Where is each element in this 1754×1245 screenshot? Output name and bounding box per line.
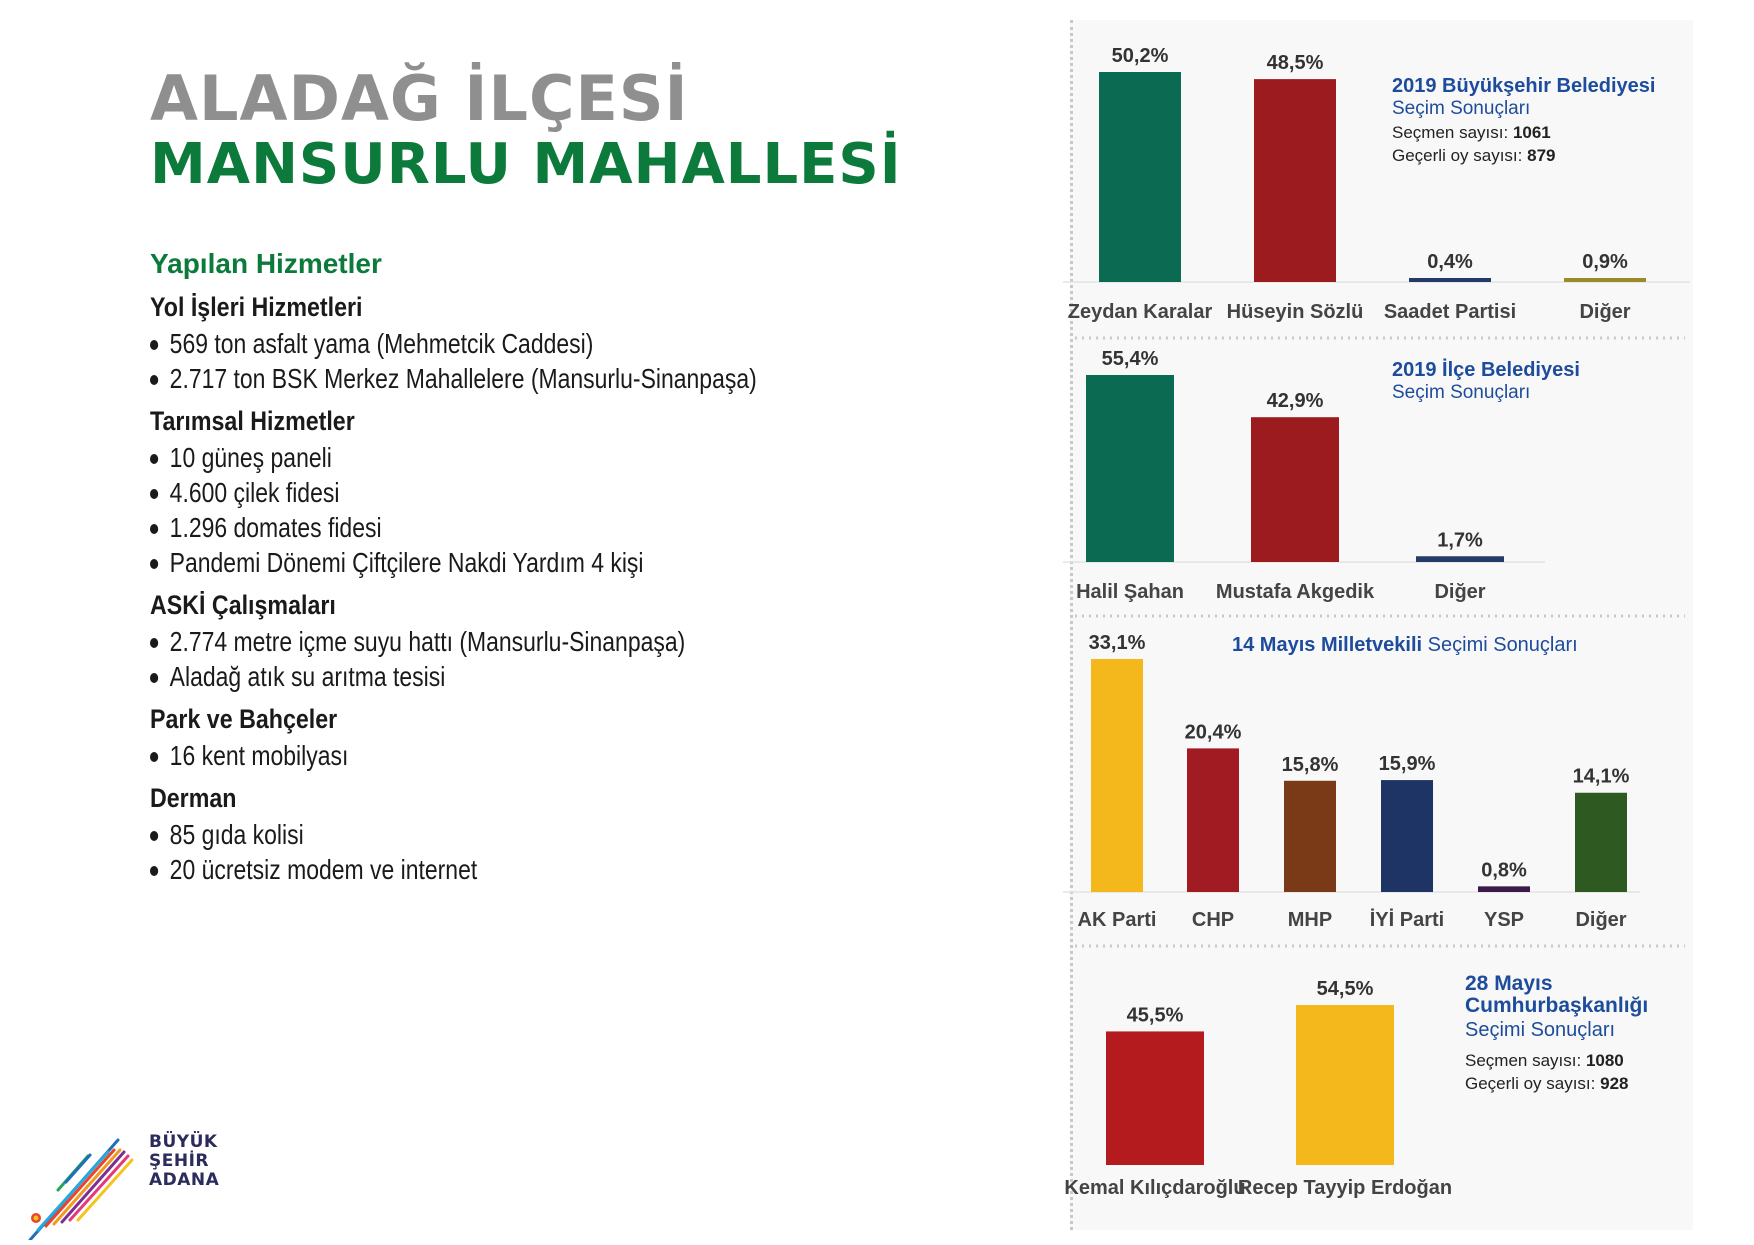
category-label: Diğer bbox=[1434, 581, 1486, 603]
stat-label: Geçerli oy sayısı: bbox=[1465, 1074, 1601, 1093]
bar bbox=[1381, 780, 1433, 892]
service-group-title: Yol İşleri Hizmetleri bbox=[150, 292, 363, 322]
bar-value-label: 14,1% bbox=[1572, 765, 1630, 788]
category-label: Hüseyin Sözlü bbox=[1226, 301, 1364, 323]
chart-stat bbox=[1392, 146, 1555, 165]
stat-label: Geçerli oy sayısı: bbox=[1392, 146, 1528, 165]
bar-value-label: 55,4% bbox=[1101, 348, 1159, 370]
bar bbox=[1284, 781, 1336, 892]
bar bbox=[1416, 556, 1504, 562]
service-item: 4.600 çilek fidesi bbox=[150, 475, 790, 510]
bar bbox=[1086, 375, 1174, 562]
bar-value-label: 33,1% bbox=[1088, 632, 1146, 654]
service-item: 2.774 metre içme suyu hattı (Mansurlu-Sinanpaşa) bbox=[150, 624, 790, 659]
category-label: Mustafa Akgedik bbox=[1215, 581, 1375, 603]
chart-stat bbox=[1465, 1074, 1628, 1093]
bar-value-label: 1,7% bbox=[1437, 529, 1483, 552]
chart-title-line: 28 Mayıs bbox=[1465, 972, 1553, 995]
category-label: MHP bbox=[1287, 909, 1333, 931]
chart-title-line: Cumhurbaşkanlığı bbox=[1465, 994, 1649, 1017]
bar-value-label: 45,5% bbox=[1126, 1004, 1184, 1027]
service-item: 20 ücretsiz modem ve internet bbox=[150, 852, 790, 887]
bar-value-label: 48,5% bbox=[1266, 52, 1324, 75]
bar bbox=[1575, 793, 1627, 892]
stat-label: Seçmen sayısı: bbox=[1465, 1051, 1586, 1070]
stat-value: 1080 bbox=[1585, 1051, 1624, 1070]
bar-value-label: 15,8% bbox=[1281, 753, 1339, 776]
stat-value: 879 bbox=[1527, 146, 1556, 165]
category-label: Diğer bbox=[1575, 909, 1627, 931]
bar bbox=[1251, 417, 1339, 562]
service-group-title: Derman bbox=[150, 783, 237, 813]
bar-value-label: 20,4% bbox=[1184, 721, 1242, 744]
chart-title: 2019 İlçe Belediyesi bbox=[1392, 359, 1580, 381]
neighborhood-title: MANSURLU MAHALLESİ bbox=[150, 132, 902, 197]
stat-value: 928 bbox=[1600, 1074, 1629, 1093]
bar-value-label: 0,9% bbox=[1582, 251, 1628, 273]
service-item: Aladağ atık su arıtma tesisi bbox=[150, 659, 790, 694]
service-group-title: Tarımsal Hizmetler bbox=[150, 406, 355, 436]
category-label: YSP bbox=[1483, 909, 1525, 931]
bar bbox=[1409, 278, 1491, 282]
service-item: 85 gıda kolisi bbox=[150, 817, 790, 852]
bar-value-label: 50,2% bbox=[1111, 45, 1169, 67]
bar bbox=[1187, 748, 1239, 892]
bar-value-label: 15,9% bbox=[1378, 753, 1436, 776]
district-title: ALADAĞ İLÇESİ bbox=[150, 62, 689, 135]
category-label: Recep Tayyip Erdoğan bbox=[1237, 1177, 1453, 1199]
category-label: CHP bbox=[1191, 909, 1235, 931]
chart-title: 2019 Büyükşehir Belediyesi bbox=[1392, 75, 1656, 97]
bar bbox=[1106, 1031, 1204, 1165]
bar bbox=[1564, 278, 1646, 282]
service-item: 10 güneş paneli bbox=[150, 440, 790, 475]
service-group-title: ASKİ Çalışmaları bbox=[150, 590, 336, 620]
stat-value: 1061 bbox=[1512, 123, 1551, 142]
chart-stat bbox=[1465, 1051, 1624, 1070]
service-group-title: Park ve Bahçeler bbox=[150, 704, 338, 734]
chart-subtitle: Seçim Sonuçları bbox=[1392, 98, 1531, 119]
bar bbox=[1099, 72, 1181, 282]
category-label: Halil Şahan bbox=[1076, 581, 1184, 603]
chart-title-main: 14 Mayıs Milletvekili bbox=[1232, 634, 1428, 656]
chart-subtitle: Seçimi Sonuçları bbox=[1465, 1019, 1616, 1041]
bar bbox=[1091, 659, 1143, 892]
service-item: Pandemi Dönemi Çiftçilere Nakdi Yardım 4 kişi bbox=[150, 545, 790, 580]
chart-stat bbox=[1392, 123, 1551, 142]
bar bbox=[1296, 1005, 1394, 1165]
category-label: İYİ Parti bbox=[1369, 909, 1445, 931]
category-label: Saadet Partisi bbox=[1383, 301, 1517, 323]
category-label: Diğer bbox=[1579, 301, 1631, 323]
category-label: Kemal Kılıçdaroğlu bbox=[1064, 1177, 1246, 1199]
bar-value-label: 0,4% bbox=[1427, 251, 1473, 273]
logo-line-1: BÜYÜK bbox=[149, 1132, 218, 1152]
chart-title-sub: Seçimi Sonuçları bbox=[1427, 634, 1578, 656]
chart-subtitle: Seçim Sonuçları bbox=[1392, 382, 1531, 403]
bar-value-label: 42,9% bbox=[1266, 390, 1324, 413]
stat-label: Seçmen sayısı: bbox=[1392, 123, 1513, 142]
service-item: 1.296 domates fidesi bbox=[150, 510, 790, 545]
bar bbox=[1478, 886, 1530, 892]
category-label: AK Parti bbox=[1077, 909, 1157, 931]
logo-line-2: ŞEHİR bbox=[149, 1151, 209, 1171]
bar-value-label: 54,5% bbox=[1316, 978, 1374, 1000]
services-heading: Yapılan Hizmetler bbox=[150, 248, 382, 279]
logo-line-3: ADANA bbox=[149, 1170, 220, 1190]
bar bbox=[1254, 79, 1336, 282]
service-item: 16 kent mobilyası bbox=[150, 738, 790, 773]
service-item: 569 ton asfalt yama (Mehmetcik Caddesi) bbox=[150, 326, 790, 361]
category-label: Zeydan Karalar bbox=[1067, 301, 1213, 323]
bar-value-label: 0,8% bbox=[1481, 859, 1527, 882]
service-item: 2.717 ton BSK Merkez Mahallelere (Mansurlu-Sinanpaşa) bbox=[150, 361, 790, 396]
chart-title bbox=[1232, 634, 1578, 656]
